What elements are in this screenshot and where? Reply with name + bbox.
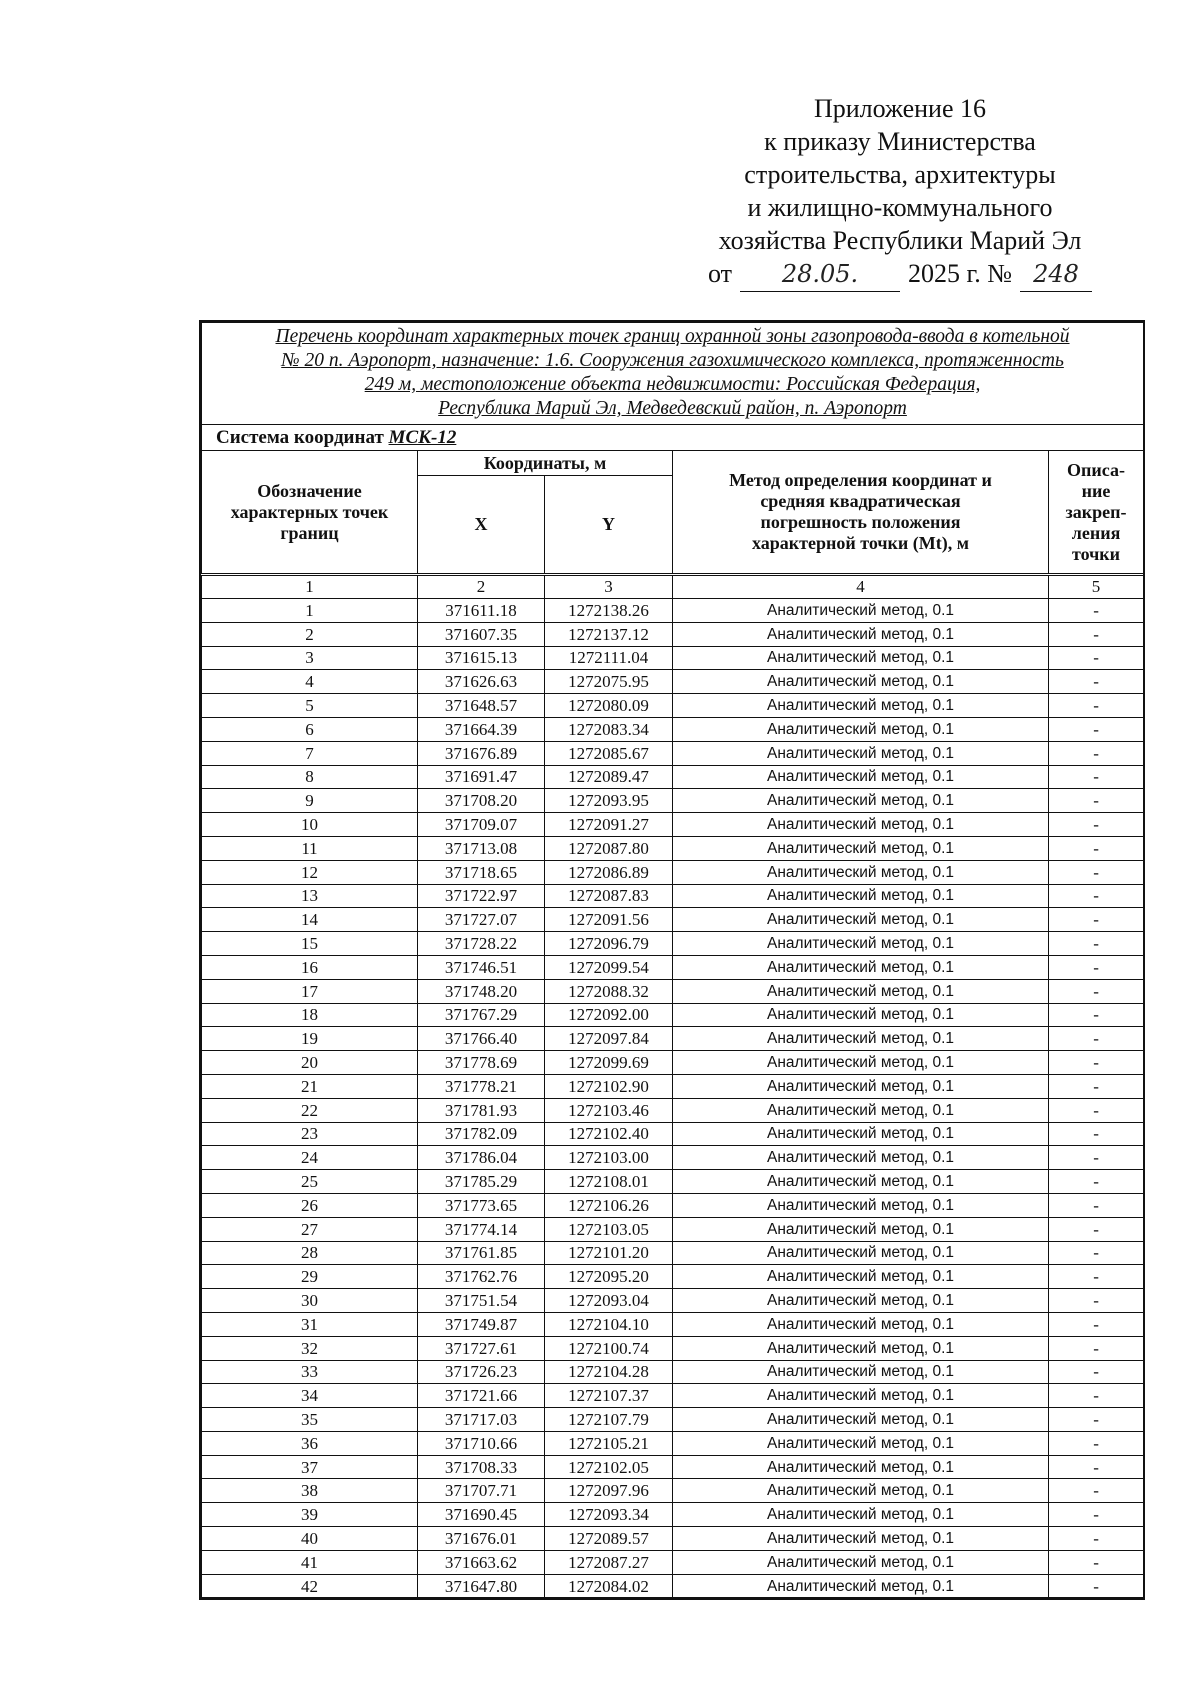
point-number-cell: 20: [202, 1051, 418, 1075]
table-row: [202, 1241, 1144, 1265]
point-number-cell: 4: [202, 670, 418, 694]
y-coordinate-cell: 1272107.37: [545, 1384, 673, 1408]
table-row: [202, 1098, 1144, 1122]
description-cell: -: [1049, 670, 1144, 694]
handwritten-order-number: 248: [1020, 258, 1092, 292]
method-cell: Аналитический метод, 0.1: [673, 741, 1049, 765]
x-coordinate-cell: 371691.47: [418, 765, 545, 789]
y-coordinate-cell: 1272093.95: [545, 789, 673, 813]
x-coordinate-cell: 371708.33: [418, 1455, 545, 1479]
x-coordinate-cell: 371773.65: [418, 1193, 545, 1217]
title-line: № 20 п. Аэропорт, назначение: 1.6. Сооружения газохимического комплекса, протяженность: [281, 350, 1064, 371]
y-coordinate-cell: 1272108.01: [545, 1170, 673, 1194]
point-number-cell: 24: [202, 1146, 418, 1170]
y-coordinate-cell: 1272102.90: [545, 1074, 673, 1098]
description-cell: -: [1049, 1051, 1144, 1075]
method-cell: Аналитический метод, 0.1: [673, 789, 1049, 813]
x-coordinate-cell: 371774.14: [418, 1217, 545, 1241]
table-row: [202, 646, 1144, 670]
table-row: [202, 1289, 1144, 1313]
table-row: [202, 599, 1144, 623]
table-row: [202, 717, 1144, 741]
table-row: [202, 1336, 1144, 1360]
description-cell: -: [1049, 836, 1144, 860]
header-y: Y: [545, 476, 673, 574]
description-cell: -: [1049, 884, 1144, 908]
point-number-cell: 26: [202, 1193, 418, 1217]
method-cell: Аналитический метод, 0.1: [673, 670, 1049, 694]
point-number-cell: 11: [202, 836, 418, 860]
point-number-cell: 30: [202, 1289, 418, 1313]
table-row: [202, 694, 1144, 718]
y-coordinate-cell: 1272106.26: [545, 1193, 673, 1217]
y-coordinate-cell: 1272104.28: [545, 1360, 673, 1384]
description-cell: -: [1049, 908, 1144, 932]
method-cell: Аналитический метод, 0.1: [673, 1146, 1049, 1170]
description-cell: -: [1049, 955, 1144, 979]
y-coordinate-cell: 1272107.79: [545, 1408, 673, 1432]
x-coordinate-cell: 371749.87: [418, 1312, 545, 1336]
point-number-cell: 9: [202, 789, 418, 813]
coordinate-system-code: МСК-12: [388, 426, 457, 448]
y-coordinate-cell: 1272089.57: [545, 1527, 673, 1551]
point-number-cell: 12: [202, 860, 418, 884]
y-coordinate-cell: 1272099.69: [545, 1051, 673, 1075]
point-number-cell: 2: [202, 622, 418, 646]
point-number-cell: 21: [202, 1074, 418, 1098]
method-cell: Аналитический метод, 0.1: [673, 1479, 1049, 1503]
x-coordinate-cell: 371718.65: [418, 860, 545, 884]
y-coordinate-cell: 1272092.00: [545, 1003, 673, 1027]
table-row: [202, 1408, 1144, 1432]
description-cell: -: [1049, 1360, 1144, 1384]
description-cell: -: [1049, 1146, 1144, 1170]
point-number-cell: 19: [202, 1027, 418, 1051]
method-cell: Аналитический метод, 0.1: [673, 1193, 1049, 1217]
point-number-cell: 28: [202, 1241, 418, 1265]
coordinates-table-frame: [199, 320, 1145, 1600]
y-coordinate-cell: 1272075.95: [545, 670, 673, 694]
description-cell: -: [1049, 1003, 1144, 1027]
method-cell: Аналитический метод, 0.1: [673, 694, 1049, 718]
coordinate-system-row: [202, 425, 1144, 451]
coordinates-table: [201, 322, 1144, 1598]
description-cell: -: [1049, 1431, 1144, 1455]
x-coordinate-cell: 371647.80: [418, 1574, 545, 1598]
point-number-cell: 33: [202, 1360, 418, 1384]
method-cell: Аналитический метод, 0.1: [673, 1550, 1049, 1574]
table-row: [202, 932, 1144, 956]
header-line: строительства, архитектуры: [744, 160, 1056, 189]
header-line: и жилищно-коммунального: [747, 193, 1053, 222]
description-cell: -: [1049, 717, 1144, 741]
point-number-cell: 6: [202, 717, 418, 741]
y-coordinate-cell: 1272100.74: [545, 1336, 673, 1360]
method-cell: Аналитический метод, 0.1: [673, 599, 1049, 623]
y-coordinate-cell: 1272103.05: [545, 1217, 673, 1241]
method-cell: Аналитический метод, 0.1: [673, 884, 1049, 908]
method-cell: Аналитический метод, 0.1: [673, 1312, 1049, 1336]
y-coordinate-cell: 1272080.09: [545, 694, 673, 718]
point-number-cell: 5: [202, 694, 418, 718]
table-row: [202, 1265, 1144, 1289]
y-coordinate-cell: 1272096.79: [545, 932, 673, 956]
point-number-cell: 36: [202, 1431, 418, 1455]
x-coordinate-cell: 371727.61: [418, 1336, 545, 1360]
table-row: [202, 1527, 1144, 1551]
method-cell: Аналитический метод, 0.1: [673, 1241, 1049, 1265]
point-number-cell: 17: [202, 979, 418, 1003]
x-coordinate-cell: 371676.89: [418, 741, 545, 765]
description-cell: -: [1049, 622, 1144, 646]
table-row: [202, 813, 1144, 837]
y-coordinate-cell: 1272095.20: [545, 1265, 673, 1289]
header-coordinates: Координаты, м: [418, 451, 673, 476]
description-cell: -: [1049, 1479, 1144, 1503]
column-number: 1: [202, 576, 418, 599]
method-cell: Аналитический метод, 0.1: [673, 646, 1049, 670]
point-number-cell: 23: [202, 1122, 418, 1146]
method-cell: Аналитический метод, 0.1: [673, 813, 1049, 837]
header-line: хозяйства Республики Марий Эл: [718, 226, 1082, 255]
y-coordinate-cell: 1272102.05: [545, 1455, 673, 1479]
x-coordinate-cell: 371782.09: [418, 1122, 545, 1146]
table-row: [202, 1003, 1144, 1027]
table-row: [202, 884, 1144, 908]
point-number-cell: 32: [202, 1336, 418, 1360]
order-date-line: [660, 257, 1140, 292]
y-coordinate-cell: 1272102.40: [545, 1122, 673, 1146]
description-cell: -: [1049, 860, 1144, 884]
handwritten-date: 28.05.: [740, 258, 900, 292]
table-row: [202, 765, 1144, 789]
description-cell: -: [1049, 789, 1144, 813]
method-cell: Аналитический метод, 0.1: [673, 955, 1049, 979]
method-cell: Аналитический метод, 0.1: [673, 979, 1049, 1003]
y-coordinate-cell: 1272104.10: [545, 1312, 673, 1336]
y-coordinate-cell: 1272103.46: [545, 1098, 673, 1122]
description-cell: -: [1049, 1217, 1144, 1241]
method-cell: Аналитический метод, 0.1: [673, 1431, 1049, 1455]
x-coordinate-cell: 371626.63: [418, 670, 545, 694]
x-coordinate-cell: 371786.04: [418, 1146, 545, 1170]
x-coordinate-cell: 371664.39: [418, 717, 545, 741]
description-cell: -: [1049, 1289, 1144, 1313]
y-coordinate-cell: 1272103.00: [545, 1146, 673, 1170]
x-coordinate-cell: 371766.40: [418, 1027, 545, 1051]
description-cell: -: [1049, 1027, 1144, 1051]
method-cell: Аналитический метод, 0.1: [673, 1527, 1049, 1551]
y-coordinate-cell: 1272105.21: [545, 1431, 673, 1455]
table-row: [202, 670, 1144, 694]
point-number-cell: 37: [202, 1455, 418, 1479]
x-coordinate-cell: 371615.13: [418, 646, 545, 670]
description-cell: -: [1049, 1241, 1144, 1265]
point-number-cell: 42: [202, 1574, 418, 1598]
description-cell: -: [1049, 1098, 1144, 1122]
x-coordinate-cell: 371785.29: [418, 1170, 545, 1194]
table-row: [202, 1312, 1144, 1336]
description-cell: -: [1049, 1574, 1144, 1598]
point-number-cell: 40: [202, 1527, 418, 1551]
method-cell: Аналитический метод, 0.1: [673, 1503, 1049, 1527]
description-cell: -: [1049, 1074, 1144, 1098]
method-cell: Аналитический метод, 0.1: [673, 1003, 1049, 1027]
table-row: [202, 1455, 1144, 1479]
method-cell: Аналитический метод, 0.1: [673, 1384, 1049, 1408]
x-coordinate-cell: 371690.45: [418, 1503, 545, 1527]
x-coordinate-cell: 371761.85: [418, 1241, 545, 1265]
x-coordinate-cell: 371648.57: [418, 694, 545, 718]
table-row: [202, 1503, 1144, 1527]
point-number-cell: 27: [202, 1217, 418, 1241]
table-row: [202, 1360, 1144, 1384]
table-row: [202, 1217, 1144, 1241]
x-coordinate-cell: 371717.03: [418, 1408, 545, 1432]
description-cell: -: [1049, 1170, 1144, 1194]
method-cell: Аналитический метод, 0.1: [673, 1170, 1049, 1194]
column-number-row: [202, 576, 1144, 599]
point-number-cell: 8: [202, 765, 418, 789]
description-cell: -: [1049, 932, 1144, 956]
description-cell: -: [1049, 1384, 1144, 1408]
table-row: [202, 979, 1144, 1003]
table-row: [202, 1574, 1144, 1598]
header-line: Приложение 16: [813, 94, 987, 123]
method-cell: Аналитический метод, 0.1: [673, 622, 1049, 646]
method-cell: Аналитический метод, 0.1: [673, 836, 1049, 860]
x-coordinate-cell: 371746.51: [418, 955, 545, 979]
method-cell: Аналитический метод, 0.1: [673, 717, 1049, 741]
description-cell: -: [1049, 1122, 1144, 1146]
y-coordinate-cell: 1272093.04: [545, 1289, 673, 1313]
x-coordinate-cell: 371751.54: [418, 1289, 545, 1313]
x-coordinate-cell: 371727.07: [418, 908, 545, 932]
y-coordinate-cell: 1272087.83: [545, 884, 673, 908]
x-coordinate-cell: 371710.66: [418, 1431, 545, 1455]
description-cell: -: [1049, 1455, 1144, 1479]
table-row: [202, 1193, 1144, 1217]
x-coordinate-cell: 371722.97: [418, 884, 545, 908]
y-coordinate-cell: 1272093.34: [545, 1503, 673, 1527]
x-coordinate-cell: 371708.20: [418, 789, 545, 813]
method-cell: Аналитический метод, 0.1: [673, 1289, 1049, 1313]
point-number-cell: 35: [202, 1408, 418, 1432]
x-coordinate-cell: 371762.76: [418, 1265, 545, 1289]
point-number-cell: 3: [202, 646, 418, 670]
point-number-cell: 38: [202, 1479, 418, 1503]
y-coordinate-cell: 1272084.02: [545, 1574, 673, 1598]
column-number: 4: [673, 576, 1049, 599]
y-coordinate-cell: 1272088.32: [545, 979, 673, 1003]
point-number-cell: 25: [202, 1170, 418, 1194]
x-coordinate-cell: 371676.01: [418, 1527, 545, 1551]
table-row: [202, 1074, 1144, 1098]
method-cell: Аналитический метод, 0.1: [673, 765, 1049, 789]
x-coordinate-cell: 371778.69: [418, 1051, 545, 1075]
description-cell: -: [1049, 765, 1144, 789]
description-cell: -: [1049, 599, 1144, 623]
method-cell: Аналитический метод, 0.1: [673, 1408, 1049, 1432]
table-row: [202, 622, 1144, 646]
method-cell: Аналитический метод, 0.1: [673, 1336, 1049, 1360]
y-coordinate-cell: 1272087.80: [545, 836, 673, 860]
year-number-label: 2025 г. №: [907, 259, 1013, 288]
x-coordinate-cell: 371748.20: [418, 979, 545, 1003]
description-cell: -: [1049, 1527, 1144, 1551]
point-number-cell: 18: [202, 1003, 418, 1027]
table-row: [202, 741, 1144, 765]
x-coordinate-cell: 371721.66: [418, 1384, 545, 1408]
description-cell: -: [1049, 979, 1144, 1003]
table-row: [202, 789, 1144, 813]
y-coordinate-cell: 1272085.67: [545, 741, 673, 765]
method-cell: Аналитический метод, 0.1: [673, 1455, 1049, 1479]
y-coordinate-cell: 1272089.47: [545, 765, 673, 789]
table-row: [202, 836, 1144, 860]
point-number-cell: 1: [202, 599, 418, 623]
table-row: [202, 955, 1144, 979]
y-coordinate-cell: 1272091.27: [545, 813, 673, 837]
method-cell: Аналитический метод, 0.1: [673, 1574, 1049, 1598]
method-cell: Аналитический метод, 0.1: [673, 1027, 1049, 1051]
description-cell: -: [1049, 1550, 1144, 1574]
y-coordinate-cell: 1272086.89: [545, 860, 673, 884]
column-number: 3: [545, 576, 673, 599]
coordinates-rows: [202, 599, 1144, 1598]
description-cell: -: [1049, 1503, 1144, 1527]
x-coordinate-cell: 371778.21: [418, 1074, 545, 1098]
header-line: к приказу Министерства: [764, 127, 1036, 156]
point-number-cell: 14: [202, 908, 418, 932]
point-number-cell: 29: [202, 1265, 418, 1289]
description-cell: -: [1049, 741, 1144, 765]
method-cell: Аналитический метод, 0.1: [673, 1051, 1049, 1075]
method-cell: Аналитический метод, 0.1: [673, 1265, 1049, 1289]
y-coordinate-cell: 1272097.84: [545, 1027, 673, 1051]
table-title: [202, 323, 1144, 425]
y-coordinate-cell: 1272083.34: [545, 717, 673, 741]
method-cell: Аналитический метод, 0.1: [673, 1360, 1049, 1384]
header-point-designation: Обозначение характерных точек границ: [202, 451, 418, 574]
description-cell: -: [1049, 1312, 1144, 1336]
point-number-cell: 31: [202, 1312, 418, 1336]
description-cell: -: [1049, 813, 1144, 837]
table-row: [202, 860, 1144, 884]
y-coordinate-cell: 1272111.04: [545, 646, 673, 670]
x-coordinate-cell: 371663.62: [418, 1550, 545, 1574]
point-number-cell: 15: [202, 932, 418, 956]
table-row: [202, 1051, 1144, 1075]
x-coordinate-cell: 371781.93: [418, 1098, 545, 1122]
x-coordinate-cell: 371713.08: [418, 836, 545, 860]
x-coordinate-cell: 371607.35: [418, 622, 545, 646]
date-prefix: от: [707, 259, 732, 288]
title-line: 249 м, местоположение объекта недвижимости: Российская Федерация,: [364, 374, 981, 395]
method-cell: Аналитический метод, 0.1: [673, 932, 1049, 956]
x-coordinate-cell: 371728.22: [418, 932, 545, 956]
point-number-cell: 10: [202, 813, 418, 837]
x-coordinate-cell: 371709.07: [418, 813, 545, 837]
point-number-cell: 16: [202, 955, 418, 979]
table-row: [202, 1146, 1144, 1170]
table-row: [202, 1431, 1144, 1455]
header-fixing-description: Описа- ние закреп- ления точки: [1049, 451, 1144, 574]
description-cell: -: [1049, 646, 1144, 670]
y-coordinate-cell: 1272091.56: [545, 908, 673, 932]
method-cell: Аналитический метод, 0.1: [673, 908, 1049, 932]
table-row: [202, 1479, 1144, 1503]
y-coordinate-cell: 1272101.20: [545, 1241, 673, 1265]
description-cell: -: [1049, 1193, 1144, 1217]
header-x: X: [418, 476, 545, 574]
column-number: 5: [1049, 576, 1144, 599]
point-number-cell: 39: [202, 1503, 418, 1527]
header-method: Метод определения координат и средняя квадратическая погрешность положения характерной точки (Mt), м: [673, 451, 1049, 574]
y-coordinate-cell: 1272087.27: [545, 1550, 673, 1574]
x-coordinate-cell: 371767.29: [418, 1003, 545, 1027]
column-number: 2: [418, 576, 545, 599]
method-cell: Аналитический метод, 0.1: [673, 1098, 1049, 1122]
table-row: [202, 1170, 1144, 1194]
y-coordinate-cell: 1272097.96: [545, 1479, 673, 1503]
appendix-header: [660, 92, 1140, 292]
table-row: [202, 1122, 1144, 1146]
y-coordinate-cell: 1272099.54: [545, 955, 673, 979]
point-number-cell: 7: [202, 741, 418, 765]
title-line: Перечень координат характерных точек границ охранной зоны газопровода-ввода в котельной: [275, 326, 1070, 347]
description-cell: -: [1049, 694, 1144, 718]
x-coordinate-cell: 371707.71: [418, 1479, 545, 1503]
coordinate-system-label: Система координат: [216, 426, 384, 448]
table-row: [202, 1550, 1144, 1574]
description-cell: -: [1049, 1408, 1144, 1432]
table-row: [202, 908, 1144, 932]
point-number-cell: 22: [202, 1098, 418, 1122]
method-cell: Аналитический метод, 0.1: [673, 1217, 1049, 1241]
table-row: [202, 1384, 1144, 1408]
y-coordinate-cell: 1272138.26: [545, 599, 673, 623]
point-number-cell: 34: [202, 1384, 418, 1408]
point-number-cell: 13: [202, 884, 418, 908]
method-cell: Аналитический метод, 0.1: [673, 1122, 1049, 1146]
title-line: Республика Марий Эл, Медведевский район, п. Аэропорт: [438, 398, 907, 419]
method-cell: Аналитический метод, 0.1: [673, 860, 1049, 884]
table-row: [202, 1027, 1144, 1051]
x-coordinate-cell: 371726.23: [418, 1360, 545, 1384]
description-cell: -: [1049, 1265, 1144, 1289]
point-number-cell: 41: [202, 1550, 418, 1574]
y-coordinate-cell: 1272137.12: [545, 622, 673, 646]
method-cell: Аналитический метод, 0.1: [673, 1074, 1049, 1098]
description-cell: -: [1049, 1336, 1144, 1360]
x-coordinate-cell: 371611.18: [418, 599, 545, 623]
